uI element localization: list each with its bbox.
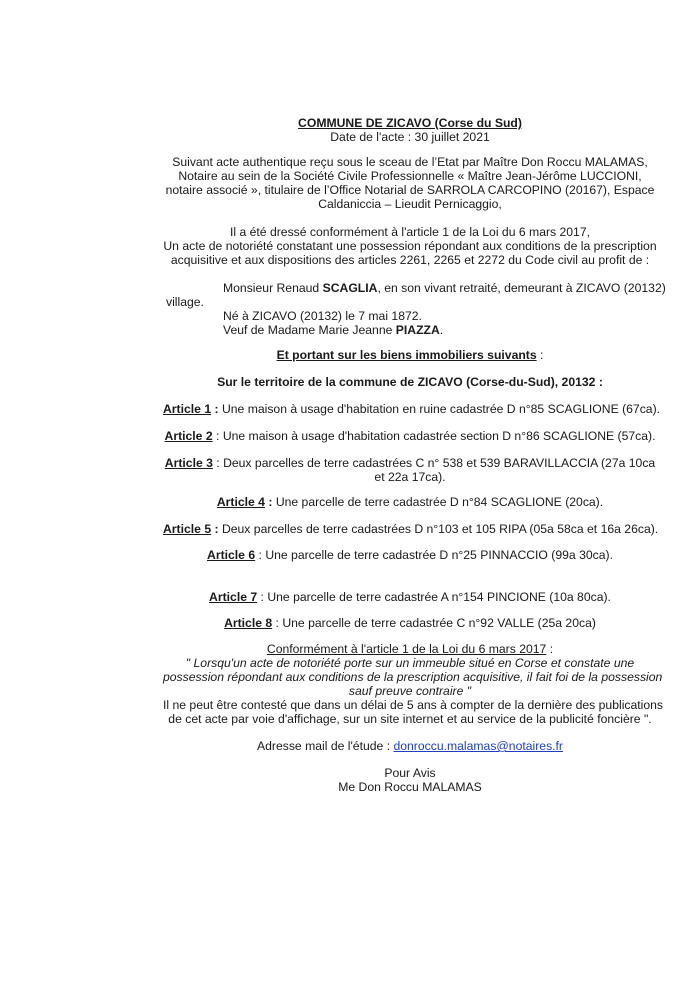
- law-block: [163, 642, 664, 726]
- acte-line: Il a été dressé conformément à l'article 1 de la Loi du 6 mars 2017,: [229, 225, 591, 239]
- article-label: Article 5: [163, 522, 212, 536]
- article-sep: :: [272, 616, 283, 630]
- beneficiary-birth: Né à ZICAVO (20132) le 7 mai 1872.: [223, 309, 422, 323]
- article-label: Article 8: [224, 616, 273, 630]
- article-label: Article 4: [216, 495, 265, 509]
- law-heading-suffix: :: [546, 642, 554, 656]
- contact-label: Adresse mail de l'étude :: [257, 739, 394, 753]
- commune-title: COMMUNE DE ZICAVO (Corse du Sud): [298, 116, 522, 130]
- beneficiary-line: [166, 281, 666, 295]
- article-label: Article 7: [209, 590, 258, 604]
- article-text: Une maison à usage d'habitation cadastrée section D n°86 SCAGLIONE (57ca).: [222, 429, 656, 443]
- law-heading: Conformément à l'article 1 de la Loi du 6 mars 2017: [266, 642, 547, 656]
- spouse-surname: PIAZZA: [395, 323, 440, 337]
- beneficiary-surname: SCAGLIA: [322, 281, 378, 295]
- intro-line: Notaire au sein de la Société Civile Professionnelle « Maître Jean-Jérôme LUCCIONI,: [178, 169, 642, 183]
- article-text: Une parcelle de terre cadastrée C n°92 VALLE (25a 20ca): [282, 616, 596, 630]
- beneficiary-prefix: Monsieur Renaud: [223, 281, 323, 295]
- article-1: [163, 402, 661, 416]
- article-sep: :: [212, 456, 224, 470]
- law-notice-line: Il ne peut être contesté que dans un délai de 5 ans à compter de la dernière des publications: [163, 698, 664, 712]
- article-text: Deux parcelles de terre cadastrées C n° 538 et 539 BARAVILLACCIA (27a 10ca: [223, 456, 656, 470]
- signature-line-1: Pour Avis: [384, 766, 436, 780]
- article-sep: :: [264, 495, 276, 509]
- beneficiary-wrap: village.: [166, 295, 204, 309]
- article-sep: :: [211, 402, 222, 416]
- article-text-continued: et 22a 17ca).: [374, 470, 446, 484]
- law-quote-line: possession répondant aux conditions de la prescription acquisitive, il fait foi de la possession: [163, 670, 663, 684]
- act-date: Date de l'acte : 30 juillet 2021: [330, 130, 490, 144]
- biens-heading-text: Et portant sur les biens immobiliers suivants: [276, 348, 537, 362]
- article-label: Article 2: [164, 429, 213, 443]
- signature-block: [163, 766, 657, 794]
- article-4: [163, 495, 657, 509]
- article-8: [163, 616, 657, 630]
- contact-line: [163, 739, 657, 753]
- article-text: Deux parcelles de terre cadastrées D n°103 et 105 RIPA (05a 58ca et 16a 26ca).: [221, 522, 659, 536]
- article-sep: :: [211, 522, 222, 536]
- article-label: Article 3: [164, 456, 213, 470]
- article-sep: :: [255, 548, 266, 562]
- beneficiary-details: , en son vivant retraité, demeurant à ZICAVO (20132): [377, 281, 666, 295]
- intro-paragraph: [163, 155, 657, 211]
- article-sep: :: [212, 429, 223, 443]
- article-text: Une maison à usage d'habitation en ruine cadastrée D n°85 SCAGLIONE (67ca).: [221, 402, 661, 416]
- article-label: Article 6: [207, 548, 256, 562]
- email-link[interactable]: donroccu.malamas@notaires.fr: [393, 739, 563, 753]
- law-quote-line: sauf preuve contraire ": [348, 684, 472, 698]
- spouse-prefix: Veuf de Madame Marie Jeanne: [223, 323, 396, 337]
- article-3: [163, 456, 657, 484]
- intro-line: Caldaniccia – Lieudit Pernicaggio,: [318, 197, 502, 211]
- acte-line: acquisitive et aux dispositions des articles 2261, 2265 et 2272 du Code civil au profit de :: [170, 253, 650, 267]
- article-6: [163, 548, 657, 562]
- spouse-suffix: .: [439, 323, 444, 337]
- biens-heading: [163, 348, 657, 362]
- acte-line: Un acte de notoriété constatant une possession répondant aux conditions de la prescription: [163, 239, 657, 253]
- intro-line: Suivant acte authentique reçu sous le sceau de l’Etat par Maître Don Roccu MALAMAS,: [172, 155, 648, 169]
- biens-heading-suffix: :: [536, 348, 544, 362]
- law-quote-line: " Lorsqu'un acte de notoriété porte sur un immeuble situé en Corse et constate une: [185, 656, 635, 670]
- intro-line: notaire associé », titulaire de l’Office Notarial de SARROLA CARCOPINO (20167), Espace: [165, 183, 655, 197]
- beneficiary-block: [166, 281, 666, 337]
- article-2: [163, 429, 657, 443]
- article-label: Article 1: [163, 402, 212, 416]
- acte-paragraph: [163, 225, 657, 267]
- territory-text: Sur le territoire de la commune de ZICAVO (Corse-du-Sud), 20132 :: [217, 375, 603, 389]
- article-text: Une parcelle de terre cadastrée A n°154 PINCIONE (10a 80ca).: [267, 590, 611, 604]
- signature-line-2: Me Don Roccu MALAMAS: [338, 780, 482, 794]
- beneficiary-spouse: [166, 323, 666, 337]
- article-text: Une parcelle de terre cadastrée D n°84 SCAGLIONE (20ca).: [275, 495, 604, 509]
- article-text: Une parcelle de terre cadastrée D n°25 PINNACCIO (99a 30ca).: [265, 548, 613, 562]
- article-7: [163, 590, 657, 604]
- law-notice-line: de cet acte par voie d'affichage, sur un site internet et au service de la publicité foncière ".: [168, 712, 652, 726]
- territory-heading: [163, 375, 657, 389]
- document-header: [163, 116, 657, 144]
- article-5: [163, 522, 657, 536]
- article-sep: :: [257, 590, 268, 604]
